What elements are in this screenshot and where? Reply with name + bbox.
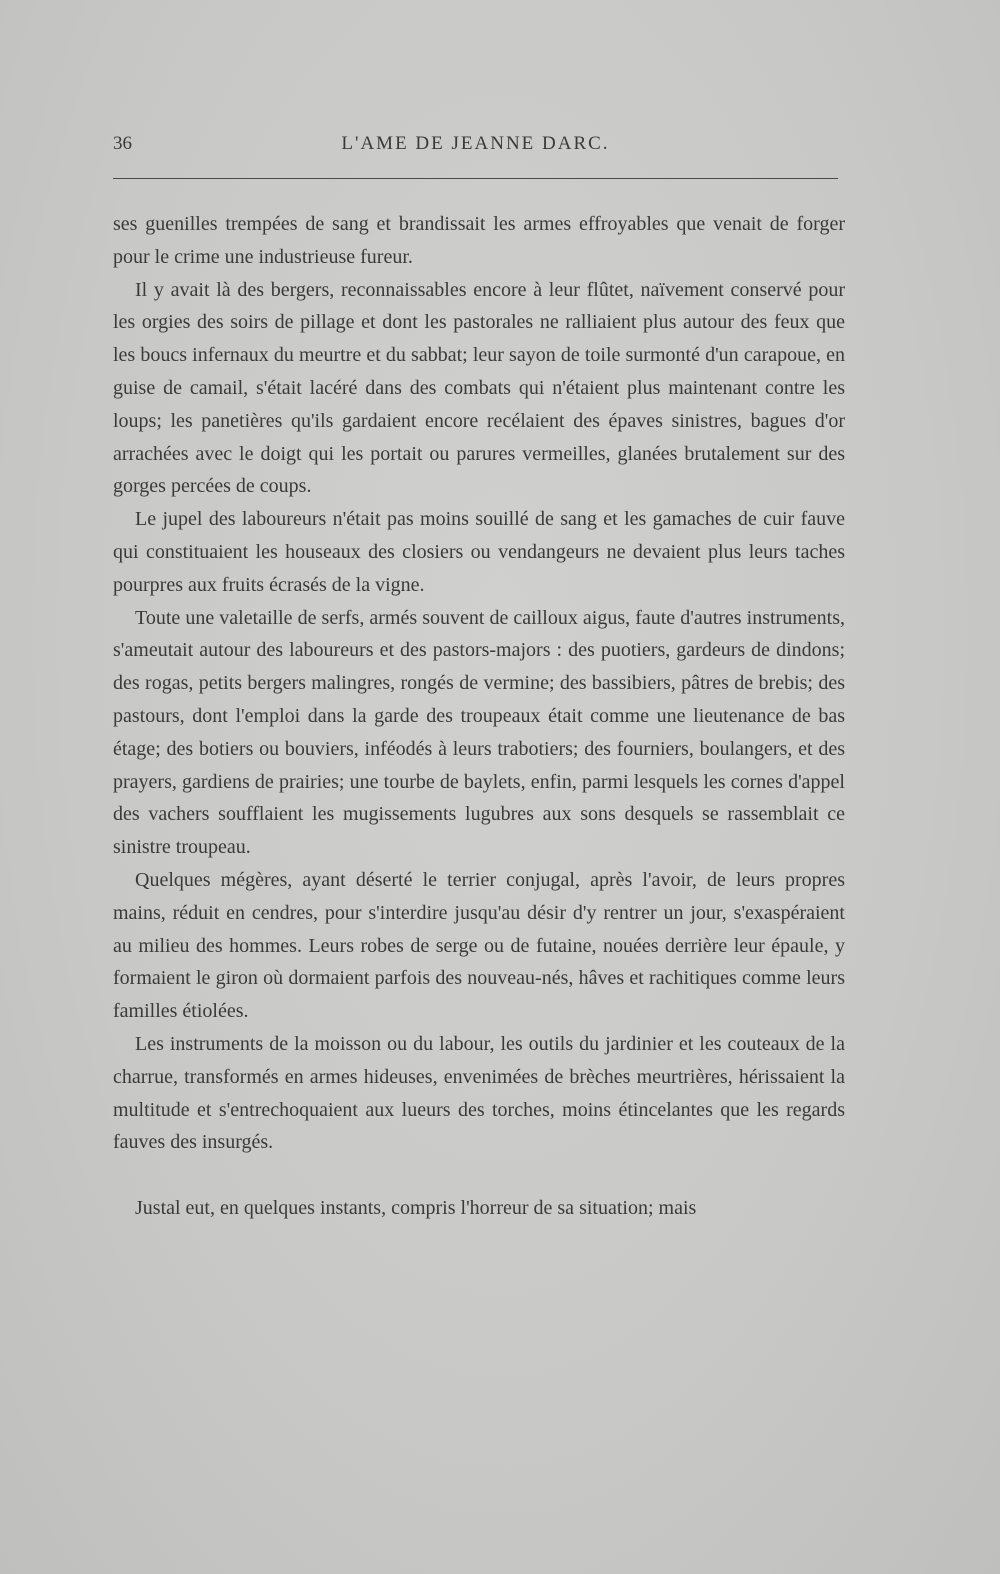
paragraph: Justal eut, en quelques instants, compris l'horreur de sa situation; mais — [135, 1197, 697, 1220]
paragraph: ses guenilles trempées de sang et brandissait les armes effroyables que venait de forger pour le crime une industrieuse fureur. — [113, 213, 845, 268]
paragraph: Le jupel des laboureurs n'était pas moins souillé de sang et les gamaches de cuir fauve qui constituaient les houseaux des closiers ou vendangeurs ne devaient plus leurs taches pourpres aux fruits écrasés de la vigne. — [113, 508, 845, 596]
paragraph: Toute une valetaille de serfs, armés souvent de cailloux aigus, faute d'autres instruments, s'ameutait autour des laboureurs et des pastors-majors : des puotiers, gardeurs de dindons; des rogas, petits bergers malingres, rongés de vermine; des bassibiers, pâtres de brebis; des pastours, dont l'emploi dans la garde des troupeaux était comme une lieutenance de bas étage; des botiers ou bouviers, inféodés à leurs trabotiers; des fourniers, boulangers, et des prayers, gardiens de prairies; une tourbe de baylets, enfin, parmi lesquels les cornes d'appel des vachers soufflaient les mugissements lugubres aux sons desquels se rassemblait ce sinistre troupeau. — [113, 606, 845, 859]
paragraph: Quelques mégères, ayant déserté le terrier conjugal, après l'avoir, de leurs propres mains, réduit en cendres, pour s'interdire jusqu'au désir d'y rentrer un jour, s'exaspéraient au milieu des hommes. Leurs robes de serge ou de futaine, nouées derrière leur épaule, y formaient le giron où dormaient parfois des nouveau-nés, hâves et rachitiques comme leurs familles étiolées. — [113, 868, 845, 1023]
body-text — [113, 208, 845, 1225]
header-rule — [113, 178, 838, 179]
running-head — [113, 133, 838, 159]
paragraph: Il y avait là des bergers, reconnaissables encore à leur flûtet, naïvement conservé pour les orgies des soirs de pillage et dont les pastorales ne ralliaient plus autour des feux que les boucs infernaux du meurtre et du sabbat; leur sayon de toile surmonté d'un carapoue, en guise de camail, s'était lacéré dans des combats qui n'étaient plus maintenant contre les loups; les panetières qu'ils gardaient encore recélaient des épaves sinistres, bagues d'or arrachées avec le doigt qui les portait ou parures vermeilles, glanées brutalement sur des gorges percées de coups. — [113, 278, 845, 498]
paragraph: Les instruments de la moisson ou du labour, les outils du jardinier et les couteaux de la charrue, transformés en armes hideuses, envenimées de brèches meurtrières, hérissaient la multitude et s'entrechoquaient aux lueurs des torches, moins étincelantes que les regards fauves des insurgés. — [113, 1032, 845, 1154]
running-title: L'AME DE JEANNE DARC. — [341, 133, 610, 154]
page-number: 36 — [113, 133, 132, 154]
